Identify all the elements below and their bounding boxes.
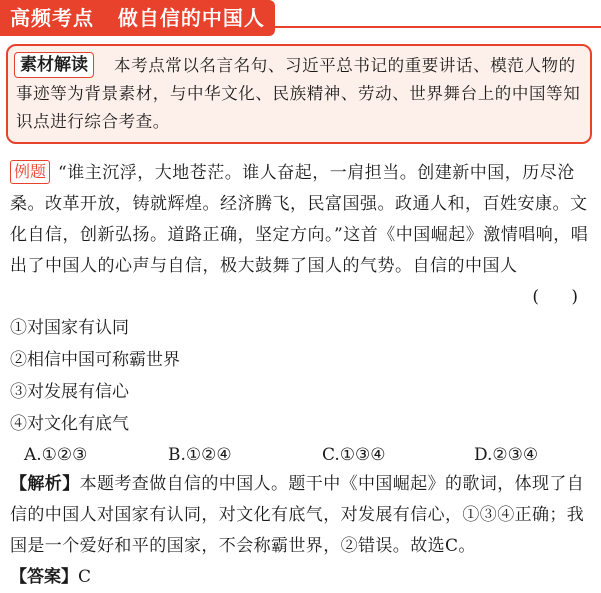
material-text: 本考点常以名言名句、习近平总书记的重要讲话、模范人物的事迹等为背景素材，与中华文化、民族精神、劳动、世界舞台上的中国等知识点进行综合考查。 — [16, 56, 581, 131]
header-rule — [275, 26, 601, 28]
answer-label: 【答案】 — [10, 567, 78, 587]
option-2: ②相信中国可称霸世界 — [10, 350, 180, 370]
choice-b: B.①②④ — [168, 445, 232, 465]
choice-c: C.①③④ — [322, 445, 386, 465]
material-box — [6, 44, 592, 144]
choice-d: D.②③④ — [474, 445, 539, 465]
material-tag: 素材解读 — [14, 52, 94, 78]
header-title: 高频考点 做自信的中国人 — [10, 6, 265, 30]
section-header — [0, 0, 601, 36]
answer-value: C — [78, 567, 92, 587]
example-tag: 例题 — [10, 160, 50, 184]
choice-a: A.①②③ — [24, 445, 88, 465]
question-stem: “谁主沉浮，大地苍茫。谁人奋起，一肩担当。创建新中国，历尽沧桑。改革开放，铸就辉煌。经济腾飞，民富国强。政通人和，百姓安康。文化自信，创新弘扬。道路正确，坚定方向。”这首《中国崛起》激情唱响，唱出了中国人的心声与自信，极大鼓舞了国人的气势。自信的中国人 — [10, 163, 589, 276]
analysis — [10, 469, 594, 562]
answer — [10, 562, 91, 593]
header-band — [0, 0, 275, 36]
option-3: ③对发展有信心 — [10, 382, 129, 402]
answer-parentheses: ( ) — [532, 287, 578, 307]
option-4: ④对文化有底气 — [10, 414, 129, 434]
option-1: ①对国家有认同 — [10, 318, 129, 338]
analysis-text: 本题考查做自信的中国人。题干中《中国崛起》的歌词，体现了自信的中国人对国家有认同，对文化有底气，对发展有信心，①③④正确；我国是一个爱好和平的国家，不会称霸世界，②错误。故选C。 — [10, 474, 585, 556]
analysis-label: 【解析】 — [10, 474, 80, 494]
